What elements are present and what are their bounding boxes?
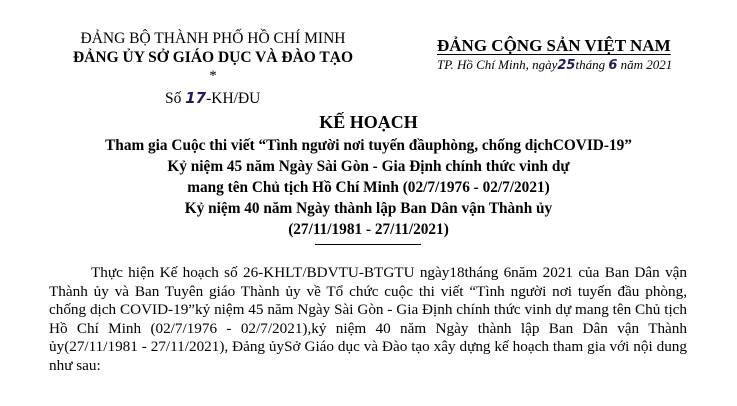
number-handwritten: 17 — [185, 89, 207, 107]
title-line-2: Kỷ niệm 45 năm Ngày Sài Gòn - Gia Định chính thức vinh dự — [167, 158, 570, 175]
org-line-1: ĐẢNG BỘ THÀNH PHỐ HỒ CHÍ MINH — [80, 30, 346, 47]
title-line-5: (27/11/1981 - 27/11/2021) — [288, 221, 449, 238]
body-paragraph: Thực hiện Kế hoạch số 26-KHLT/BDVTU-BTGTU ngày18tháng 6năm 2021 của Ban Dân vận Thành ủy và Ban Tuyên giáo Thành ủy về Tổ chức cuộc thi viết “Tình người nơi tuyến đầu phòng, chống dịch COVID-19”kỷ niệm 45 năm Ngày Sài Gòn - Gia Định chính thức vinh dự mang tên Chủ tịch Hồ Chí Minh (02/7/1976 - 02/7/2021),kỷ niệm 40 năm Ngày thành lập Ban Dân vận Thành ủy(27/11/1981 - 27/11/2021), Đảng ủySở Giáo dục và Đào tạo xây dựng kế hoạch tham gia với nội dung như sau: — [49, 264, 687, 374]
day-handwritten: 25 — [557, 58, 576, 73]
month-handwritten: 6 — [608, 58, 618, 73]
place-date — [437, 57, 672, 73]
party-name: ĐẢNG CỘNG SẢN VIỆT NAM — [437, 36, 671, 55]
document-number — [165, 89, 260, 108]
title-line-4: Kỷ niệm 40 năm Ngày thành lập Ban Dân vận Thành ủy — [184, 200, 553, 217]
star-separator: * — [209, 68, 217, 84]
year-text: năm 2021 — [620, 57, 673, 72]
month-label: tháng — [575, 57, 606, 72]
number-prefix: Số — [165, 90, 186, 107]
title-line-3: mang tên Chủ tịch Hồ Chí Minh (02/7/1976 - 02/7/2021) — [187, 179, 550, 196]
title-divider — [315, 244, 421, 245]
org-line-2: ĐẢNG ỦY SỞ GIÁO DỤC VÀ ĐÀO TẠO — [72, 49, 354, 66]
document-type-title: KẾ HOẠCH — [319, 112, 418, 132]
number-suffix: -KH/ĐU — [206, 90, 261, 107]
title-line-1: Tham gia Cuộc thi viết “Tình người nơi tuyến đầuphòng, chống dịchCOVID-19” — [105, 137, 632, 154]
place-date-prefix: TP. Hồ Chí Minh, ngày — [437, 57, 558, 72]
